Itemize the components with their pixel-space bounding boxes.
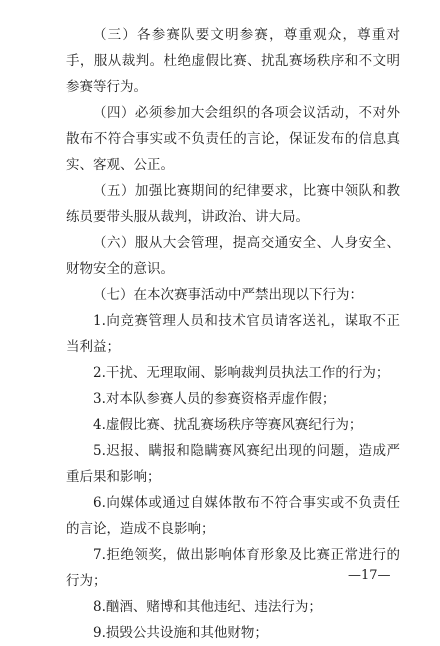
- paragraph-5: （五）加强比赛期间的纪律要求，比赛中领队和教练员要带头服从裁判，讲政治、讲大局。: [66, 183, 400, 225]
- list-item-5: 5.迟报、瞒报和隐瞒赛风赛纪出现的问题，造成严重后果和影响；: [66, 443, 400, 485]
- paragraph-7: （七）在本次赛事活动中严禁出现以下行为：: [93, 287, 363, 303]
- list-item-4: 4.虚假比赛、扰乱赛场秩序等赛风赛纪行为；: [93, 417, 363, 433]
- paragraph-6: （六）服从大会管理，提高交通安全、人身安全、财物安全的意识。: [66, 235, 400, 277]
- list-item-7: 7.拒绝领奖，做出影响体育形象及比赛正常进行的行为；: [66, 547, 400, 589]
- paragraph-4: （四）必须参加大会组织的各项会议活动，不对外散布不符合事实或不负责任的言论，保证发布的信息真实、客观、公正。: [66, 105, 400, 173]
- list-item-8: 8.酗酒、赌博和其他违纪、违法行为；: [93, 599, 322, 615]
- list-item-1: 1.向竞赛管理人员和技术官员请客送礼，谋取不正当利益；: [66, 313, 400, 355]
- list-item-9: 9.损毁公共设施和其他财物；: [93, 625, 268, 641]
- list-item-2: 2.干扰、无理取闹、影响裁判员执法工作的行为；: [93, 365, 390, 381]
- paragraph-3: （三）各参赛队要文明参赛，尊重观众，尊重对手，服从裁判。杜绝虚假比赛、扰乱赛场秩序和不文明参赛等行为。: [66, 27, 400, 95]
- page-number: —17—: [348, 568, 391, 583]
- list-item-6: 6.向媒体或通过自媒体散布不符合事实或不负责任的言论，造成不良影响；: [66, 495, 400, 537]
- list-item-3: 3.对本队参赛人员的参赛资格弄虚作假；: [93, 391, 336, 407]
